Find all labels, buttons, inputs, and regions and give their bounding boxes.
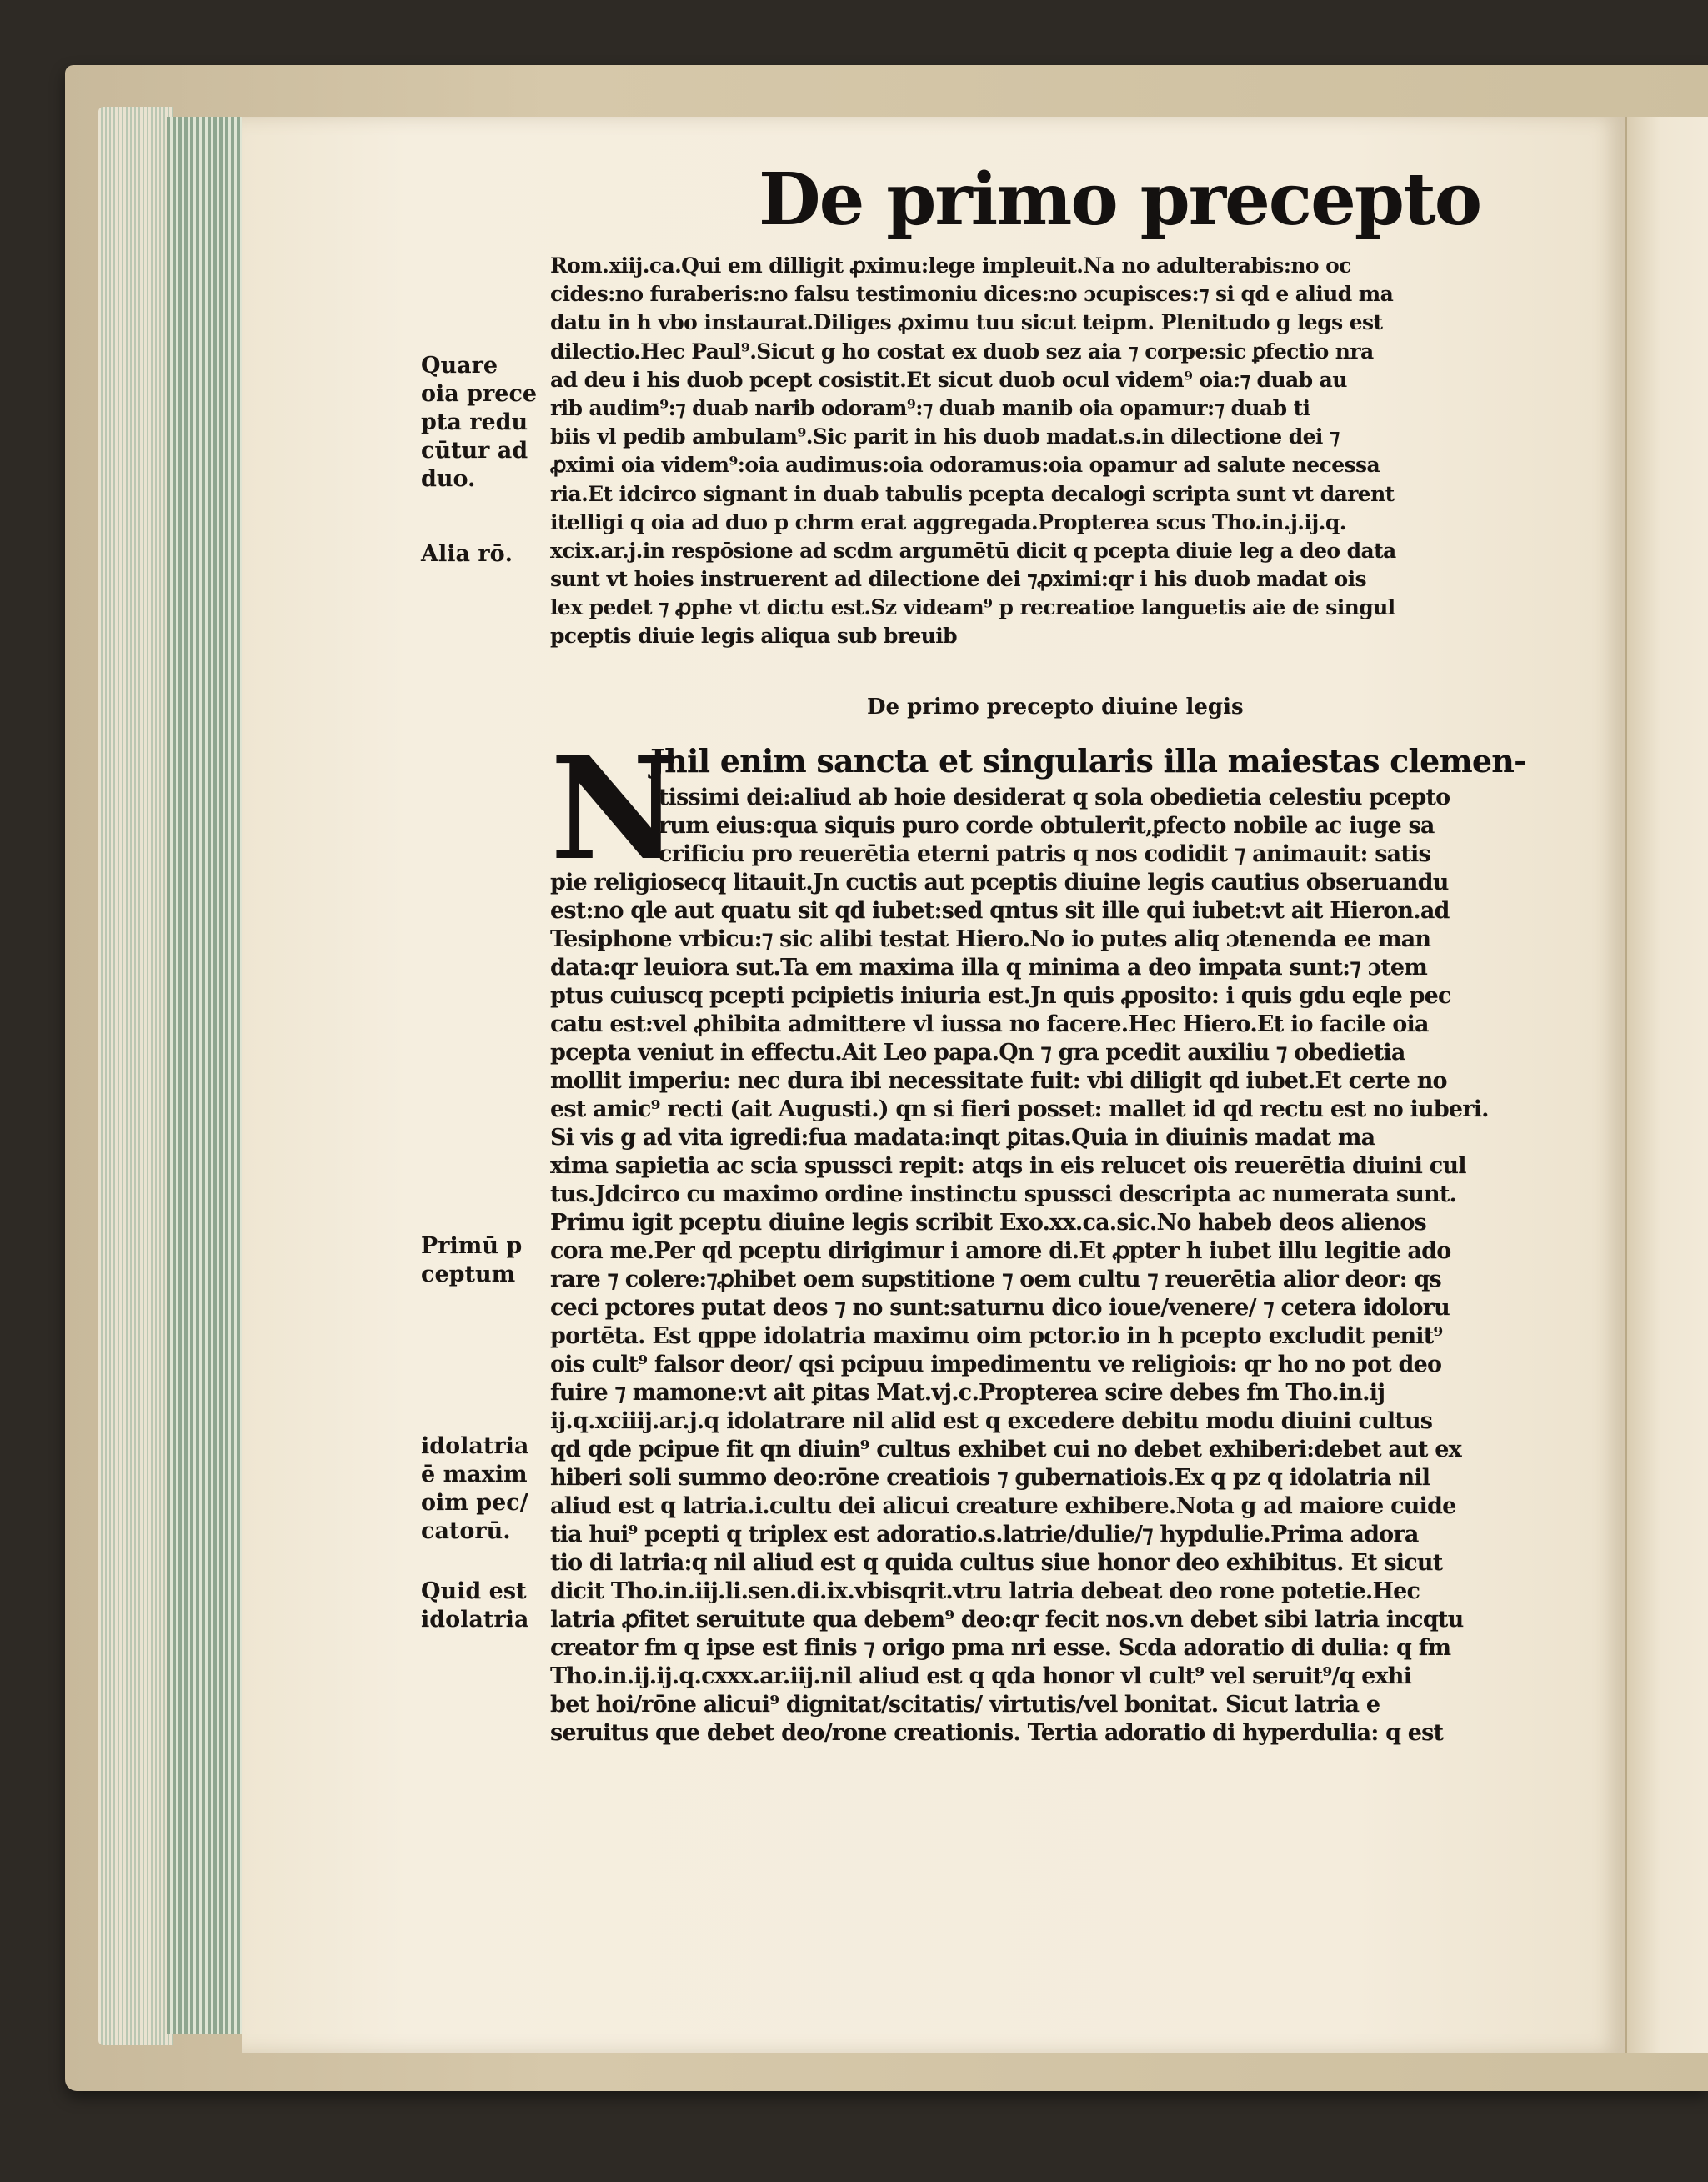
text-line: hiberi soli summo deo:rōne creatiois ⁊ gubernatiois.Ex q pz q idolatria nil	[550, 1465, 1430, 1491]
text-line: ij.q.xciiij.ar.j.q idolatrare nil alid est q excedere debitu modu diuini cultus	[550, 1408, 1433, 1434]
marginal-note-line: cūtur ad	[421, 438, 528, 464]
text-line: cides:no furaberis:no falsu testimoniu dices:no ɔcupisces:⁊ si qd e aliud ma	[550, 282, 1394, 307]
text-line: tissimi dei:aliud ab hoie desiderat q sola obedietia celestiu pcepto	[659, 785, 1450, 810]
text-line: aliud est q latria.i.cultu dei alicui creature exhibere.Nota g ad maiore cuide	[550, 1493, 1456, 1519]
text-line: tia hui⁹ pcepti q triplex est adoratio.s.latrie/dulie/⁊ hypdulie.Prima adora	[550, 1522, 1419, 1547]
text-line: ria.Et idcirco signant in duab tabulis pcepta decalogi scripta sunt vt darent	[550, 481, 1395, 506]
text-line: xcix.ar.j.in respōsione ad scdm argumētū dicit q pcepta diuie leg a deo data	[550, 538, 1396, 563]
text-line: latria ꝓfitet seruitute qua debem⁹ deo:qr fecit nos.vn debet sibi latria incqtu	[550, 1607, 1464, 1633]
text-line: data:qr leuiora sut.Ta em maxima illa q minima a deo impata sunt:⁊ ɔtem	[550, 955, 1428, 981]
text-line: itelligi q oia ad duo p chrm erat aggregada.Propterea scus Tho.in.j.ij.q.	[550, 509, 1346, 534]
text-line: tio di latria:q nil aliud est q quida cultus siue honor deo exhibitus. Et sicut	[550, 1550, 1443, 1576]
text-line: creator fm q ipse est finis ⁊ origo pma nri esse. Scda adoratio di dulia: q fm	[550, 1635, 1451, 1661]
marginal-note-line: idolatria	[421, 1607, 529, 1633]
marginal-note-line: oia prece	[421, 381, 538, 407]
text-line: dicit Tho.in.iij.li.sen.di.ix.vbisqrit.vtru latria debeat deo rone potetie.Hec	[550, 1578, 1420, 1604]
text-line: crificiu pro reuerētia eterni patris q nos codidit ⁊ animauit: satis	[659, 841, 1430, 867]
marginal-note-line: ē maxim	[421, 1462, 528, 1487]
marginal-note-line: Quare	[421, 353, 498, 379]
marginal-note-quid	[421, 1578, 528, 1634]
facing-page-edge	[1625, 117, 1708, 2053]
text-line: qd qde pcipue fit qn diuin⁹ cultus exhibet cui no debet exhiberi:debet aut ex	[550, 1437, 1461, 1462]
marginal-note-line: catorū.	[421, 1518, 511, 1544]
text-line: rum eius:qua siquis puro corde obtulerit,ꝑfecto nobile ac iuge sa	[659, 813, 1435, 839]
text-line: xima sapietia ac scia spussci repit: atqs in eis relucet ois reuerētia diuini cul	[550, 1153, 1466, 1179]
green-page-edges	[167, 117, 242, 2034]
text-line: pie religiosecq litauit.Jn cuctis aut pceptis diuine legis cautius obseruandu	[550, 870, 1449, 895]
text-line: ad deu i his duob pcept cosistit.Et sicut duob ocul videm⁹ oia:⁊ duab au	[550, 367, 1347, 392]
marginal-note-line: oim pec/	[421, 1490, 528, 1516]
text-line: seruitus que debet deo/rone creationis. Tertia adoratio di hyperdulia: q est	[550, 1720, 1444, 1746]
page-title: De primo precepto	[759, 158, 1481, 242]
text-line: Tesiphone vrbicu:⁊ sic alibi testat Hiero.No io putes aliq ɔtenenda ee man	[550, 926, 1431, 952]
indented-lines	[659, 784, 1567, 869]
intro-paragraph	[550, 252, 1567, 651]
text-line: ceci pctores putat deos ⁊ no sunt:saturnu dico ioue/venere/ ⁊ cetera idoloru	[550, 1295, 1450, 1321]
text-line: Rom.xiij.ca.Qui em dilligit ꝓximu:lege impleuit.Na no adulterabis:no oc	[550, 253, 1351, 278]
main-paragraph	[550, 869, 1567, 1748]
text-line: Primu igit pceptu diuine legis scribit Exo.xx.ca.sic.No habeb deos alienos	[550, 1210, 1426, 1236]
text-line: est:no qle aut quatu sit qd iubet:sed qntus sit ille qui iubet:vt ait Hieron.ad	[550, 898, 1450, 924]
marginal-note-line: duo.	[421, 466, 476, 492]
text-line: bet hoi/rōne alicui⁹ dignitat/scitatis/ virtutis/vel bonitat. Sicut latria e	[550, 1692, 1380, 1718]
section-heading: De primo precepto diuine legis	[867, 695, 1244, 720]
text-line: cora me.Per qd pceptu dirigimur i amore di.Et ꝓpter h iubet illu legitie ado	[550, 1238, 1451, 1264]
text-line: rib audim⁹:⁊ duab narib odoram⁹:⁊ duab manib oia opamur:⁊ duab ti	[550, 395, 1310, 420]
text-line: ois cult⁹ falsor deor/ qsi pcipuu impedimentu ve religiois: qr ho no pot deo	[550, 1352, 1442, 1377]
marginal-note-line: Alia rō.	[421, 541, 513, 567]
text-line: lex pedet ⁊ ꝓphe vt dictu est.Sz videam⁹ p recreatioe languetis aie de singul	[550, 595, 1395, 620]
marginal-note-line: Primū p	[421, 1233, 523, 1259]
text-line: pcepta veniut in effectu.Ait Leo papa.Qn ⁊ gra pcedit auxiliu ⁊ obedietia	[550, 1040, 1405, 1066]
text-line: mollit imperiu: nec dura ibi necessitate fuit: vbi diligit qd iubet.Et certe no	[550, 1068, 1447, 1094]
text-line: catu est:vel ꝓhibita admittere vl iussa no facere.Hec Hiero.Et io facile oia	[550, 1011, 1429, 1037]
marginal-note-line: idolatria	[421, 1433, 529, 1459]
text-line: dilectio.Hec Paul⁹.Sicut g ho costat ex duob sez aia ⁊ corpe:sic ꝑfectio nra	[550, 339, 1374, 364]
marginal-note-alia	[421, 540, 513, 569]
text-line: biis vl pedib ambulam⁹.Sic parit in his duob madat.s.in dilectione dei ⁊	[550, 424, 1340, 449]
text-line: fuire ⁊ mamone:vt ait ꝑitas Mat.vj.c.Propterea scire debes fm Tho.in.ij	[550, 1380, 1385, 1406]
text-line: tus.Jdcirco cu maximo ordine instinctu spussci descripta ac numerata sunt.	[550, 1181, 1457, 1207]
marginal-note-idolatria	[421, 1432, 528, 1546]
text-line: portēta. Est qppe idolatria maximu oim pctor.io in h pcepto excludit penit⁹	[550, 1323, 1443, 1349]
page-edges	[98, 107, 173, 2045]
text-line: rare ⁊ colere:⁊ꝓhibet oem supstitione ⁊ oem cultu ⁊ reuerētia alior deor: qs	[550, 1267, 1441, 1292]
text-line: sunt vt hoies instruerent ad dilectione dei ⁊ꝓximi:qr i his duob madat ois	[550, 567, 1366, 592]
marginal-note-primum	[421, 1232, 522, 1289]
marginal-note-line: Quid est	[421, 1578, 527, 1604]
text-line: pceptis diuie legis aliqua sub breuib	[550, 624, 958, 649]
text-line: ptus cuiuscq pcepti pcipietis iniuria est.Jn quis ꝓposito: i quis gdu eqle pec	[550, 983, 1451, 1009]
text-line: Si vis g ad vita igredi:fua madata:inqt ꝑitas.Quia in diuinis madat ma	[550, 1125, 1375, 1151]
text-line: Tho.in.ij.ij.q.cxxx.ar.iij.nil aliud est q qda honor vl cult⁹ vel seruit⁹/q exhi	[550, 1663, 1412, 1689]
text-line: ꝓximi oia videm⁹:oia audimus:oia odoramus:oia opamur ad salute necessa	[550, 453, 1380, 478]
drop-initial: N	[550, 725, 680, 892]
marginal-note-line: ceptum	[421, 1262, 516, 1287]
text-line: est amic⁹ recti (ait Augusti.) qn si fieri posset: mallet id qd rectu est no iuberi.	[550, 1096, 1489, 1122]
marginal-note-quare	[421, 352, 537, 494]
marginal-note-line: pta redu	[421, 409, 528, 435]
text-line: datu in h vbo instaurat.Diliges ꝓximu tuu sicut teipm. Plenitudo g legs est	[550, 310, 1383, 335]
first-line: Jhil enim sancta et singularis illa maiestas clemen-	[650, 742, 1527, 780]
